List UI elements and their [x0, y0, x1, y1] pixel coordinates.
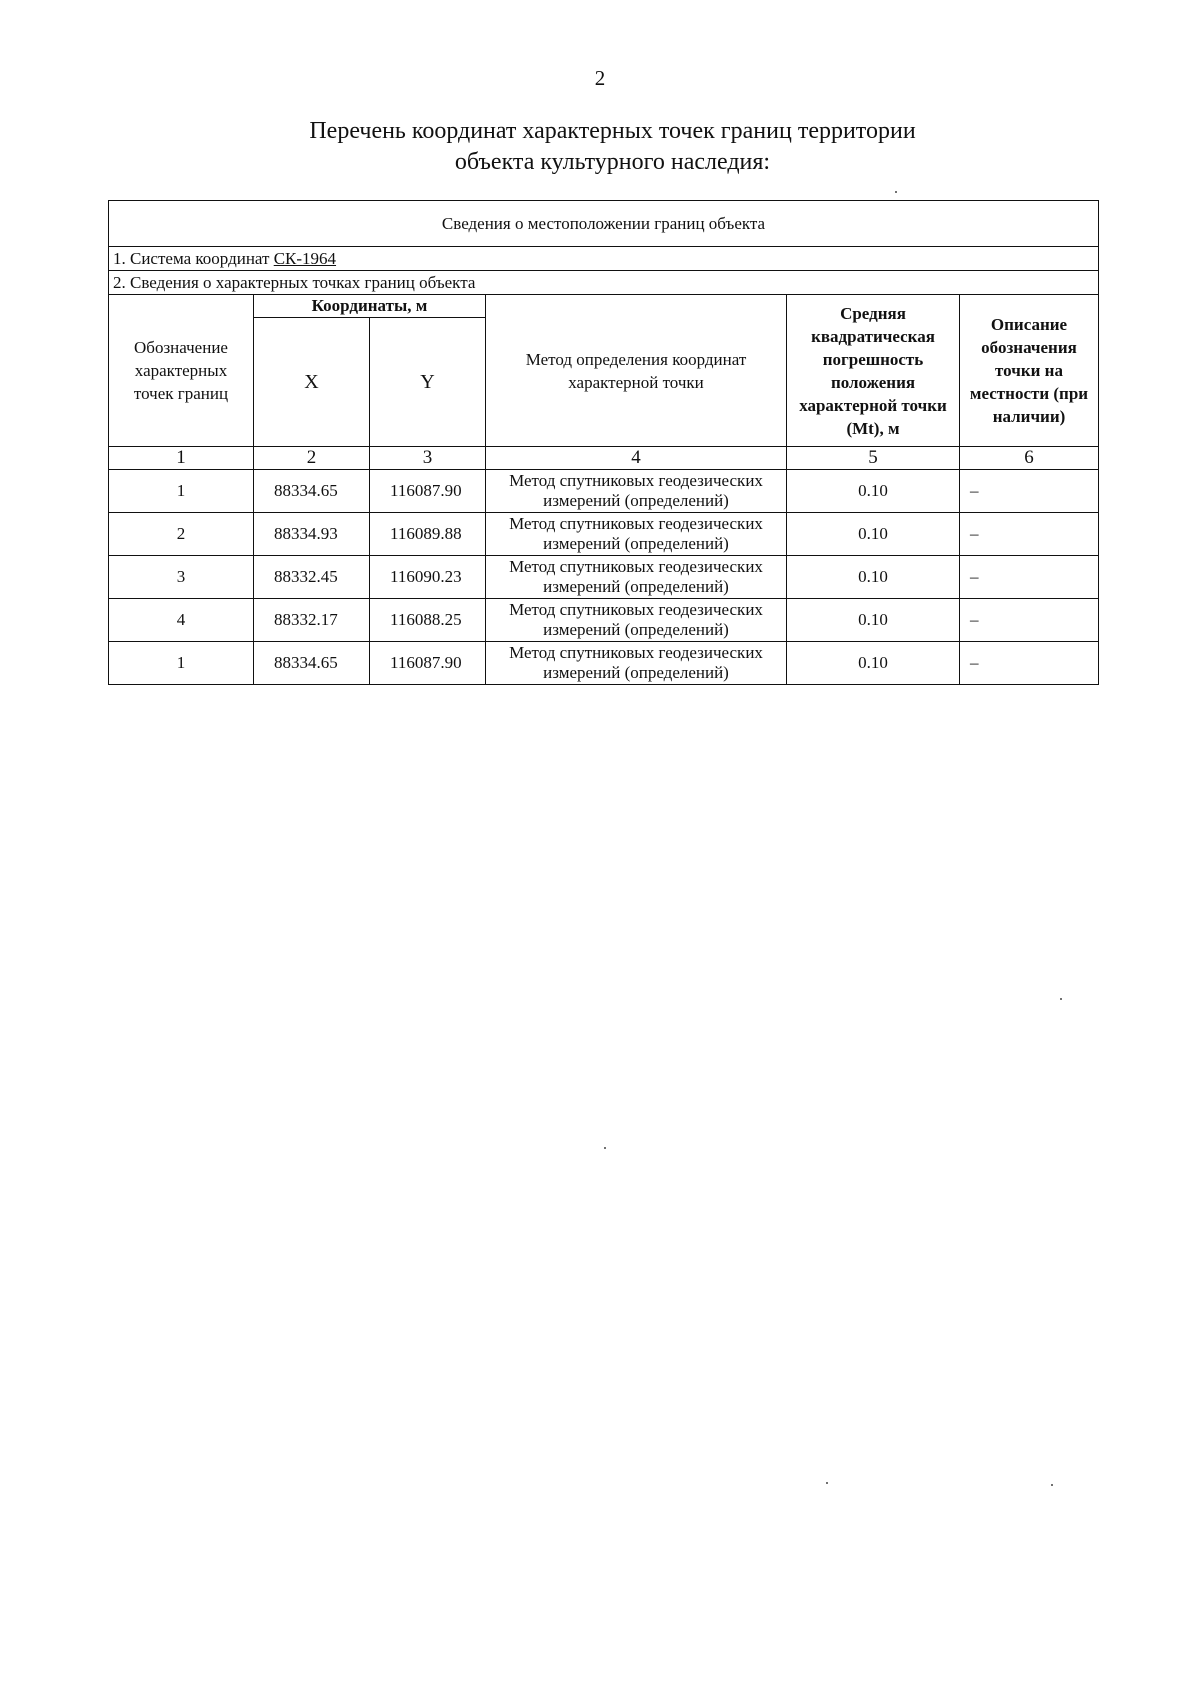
- column-number: 3: [370, 447, 486, 470]
- coordinate-x: 88332.17: [254, 599, 370, 642]
- point-designation: 1: [109, 642, 254, 685]
- table-row: [109, 642, 1099, 685]
- scan-speck: [1060, 998, 1062, 1000]
- column-number: 5: [787, 447, 960, 470]
- coordinate-system-name: СК-1964: [273, 248, 337, 268]
- title-line-1: Перечень координат характерных точек границ территории: [309, 118, 916, 144]
- scan-speck: [604, 1147, 606, 1149]
- error-cell: 0.10: [787, 513, 960, 556]
- coordinate-y: 116089.88: [370, 513, 486, 556]
- error-cell: 0.10: [787, 642, 960, 685]
- table-row: [109, 470, 1099, 513]
- scan-speck: [1051, 1484, 1053, 1486]
- coordinate-y: 116090.23: [370, 556, 486, 599]
- description-cell: –: [960, 642, 1099, 685]
- coordinate-x: 88332.45: [254, 556, 370, 599]
- column-number: 2: [254, 447, 370, 470]
- column-number: 4: [486, 447, 787, 470]
- scan-speck: [826, 1482, 828, 1484]
- column-number: 6: [960, 447, 1099, 470]
- header-description: Описание обозначения точки на местности (при наличии): [960, 295, 1099, 447]
- coordinate-x: 88334.65: [254, 470, 370, 513]
- description-cell: –: [960, 513, 1099, 556]
- coordinates-table: [108, 200, 1099, 685]
- method-cell: Метод спутниковых геодезических измерений (определений): [486, 470, 787, 513]
- error-cell: 0.10: [787, 556, 960, 599]
- coordinate-x: 88334.93: [254, 513, 370, 556]
- point-designation: 1: [109, 470, 254, 513]
- header-x: X: [254, 318, 370, 447]
- header-coordinates: Координаты, м: [254, 295, 486, 318]
- coordinate-y: 116087.90: [370, 642, 486, 685]
- error-cell: 0.10: [787, 599, 960, 642]
- description-cell: –: [960, 470, 1099, 513]
- header-designation: Обозначение характерных точек границ: [109, 295, 254, 447]
- title-line-2: объекта культурного наследия:: [454, 149, 771, 175]
- method-cell: Метод спутниковых геодезических измерений (определений): [486, 513, 787, 556]
- point-designation: 2: [109, 513, 254, 556]
- point-designation: 4: [109, 599, 254, 642]
- column-numbers-row: [109, 447, 1099, 470]
- table-row: [109, 599, 1099, 642]
- coordinate-system-label: 1. Система координат: [113, 248, 270, 268]
- method-cell: Метод спутниковых геодезических измерений (определений): [486, 599, 787, 642]
- coordinate-system-row: [109, 247, 1099, 271]
- method-cell: Метод спутниковых геодезических измерений (определений): [486, 556, 787, 599]
- header-error: Средняя квадратическая погрешность положения характерной точки (Mt), м: [787, 295, 960, 447]
- table-row: [109, 513, 1099, 556]
- coordinate-y: 116088.25: [370, 599, 486, 642]
- table-caption: Сведения о местоположении границ объекта: [109, 201, 1099, 247]
- description-cell: –: [960, 556, 1099, 599]
- header-method: Метод определения координат характерной точки: [486, 295, 787, 447]
- description-cell: –: [960, 599, 1099, 642]
- document-title: [0, 116, 1200, 178]
- coordinate-y: 116087.90: [370, 470, 486, 513]
- method-cell: Метод спутниковых геодезических измерений (определений): [486, 642, 787, 685]
- error-cell: 0.10: [787, 470, 960, 513]
- points-info-row: 2. Сведения о характерных точках границ объекта: [109, 271, 1099, 295]
- table-row: [109, 556, 1099, 599]
- column-number: 1: [109, 447, 254, 470]
- point-designation: 3: [109, 556, 254, 599]
- header-y: Y: [370, 318, 486, 447]
- scan-speck: [895, 191, 897, 193]
- coordinate-x: 88334.65: [254, 642, 370, 685]
- page-number: 2: [594, 66, 606, 90]
